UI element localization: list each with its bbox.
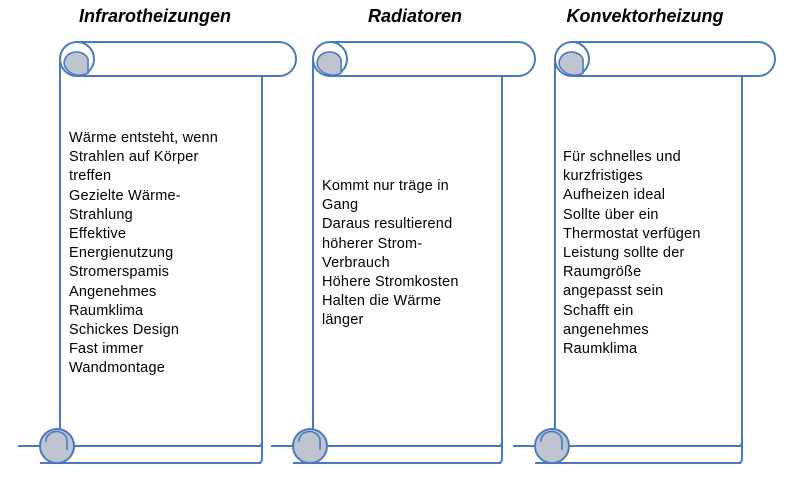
scroll-text-line: Raumgröße xyxy=(563,264,642,281)
scroll-text-line: höherer Strom- xyxy=(322,235,423,252)
scroll-text-line: Für schnelles und xyxy=(563,149,681,165)
scroll-text-line: Stromerspamis xyxy=(69,264,170,281)
scroll-text-line: angepasst sein xyxy=(563,283,664,300)
scroll-text-line: Halten die Wärme xyxy=(322,293,442,310)
scroll-bottom-curl xyxy=(535,429,569,463)
scroll-bottom-curl xyxy=(40,429,74,463)
scroll-text-line: Strahlung xyxy=(69,206,133,223)
scroll-top-roll xyxy=(330,42,535,76)
scroll-text-line: Wandmontage xyxy=(69,360,165,377)
scroll-text-line: Sollte über ein xyxy=(563,206,659,223)
scroll-text-line: angenehmes xyxy=(563,321,649,338)
scroll-text-line: Aufheizen ideal xyxy=(563,187,666,204)
scroll-text-line: Fast immer xyxy=(69,341,144,358)
scroll-text-line: Raumklima xyxy=(563,341,638,358)
scroll-text-line: Strahlen auf Körper xyxy=(69,149,199,166)
scroll-text-konvektorheizung xyxy=(563,148,701,359)
column-title-infrarotheizungen: Infrarotheizungen xyxy=(79,6,231,26)
scroll-text-line: Kommt nur träge in xyxy=(322,178,449,194)
scroll-text-line: Verbrauch xyxy=(322,254,390,271)
scroll-text-line: Leistung sollte der xyxy=(563,245,685,262)
scroll-text-line: Angenehmes xyxy=(69,283,157,300)
column-title-konvektorheizung: Konvektorheizung xyxy=(566,6,724,26)
scroll-text-line: Wärme entsteht, wenn xyxy=(69,130,219,146)
scroll-text-line: Gang xyxy=(322,197,359,214)
scroll-text-line: länger xyxy=(322,312,364,329)
scroll-text-line: Thermostat verfügen xyxy=(563,225,701,242)
scroll-text-line: treffen xyxy=(69,168,112,185)
scroll-text-line: Gezielte Wärme- xyxy=(69,187,181,204)
scroll-text-line: Schickes Design xyxy=(69,322,180,339)
scroll-text-infrarotheizungen xyxy=(69,129,218,379)
scroll-bottom-curl xyxy=(293,429,327,463)
scroll-text-line: Schafft ein xyxy=(563,302,634,319)
scroll-text-radiatoren xyxy=(322,177,459,331)
scroll-text-line: Effektive xyxy=(69,226,127,243)
scroll-text-line: Höhere Stromkosten xyxy=(322,274,459,291)
scroll-text-line: Daraus resultierend xyxy=(322,216,453,233)
scroll-top-roll xyxy=(77,42,296,76)
scroll-text-line: Energienutzung xyxy=(69,245,174,262)
scroll-text-line: Raumklima xyxy=(69,302,144,319)
column-title-radiatoren: Radiatoren xyxy=(367,6,463,26)
scroll-text-line: kurzfristiges xyxy=(563,168,643,185)
scroll-top-roll xyxy=(572,42,775,76)
